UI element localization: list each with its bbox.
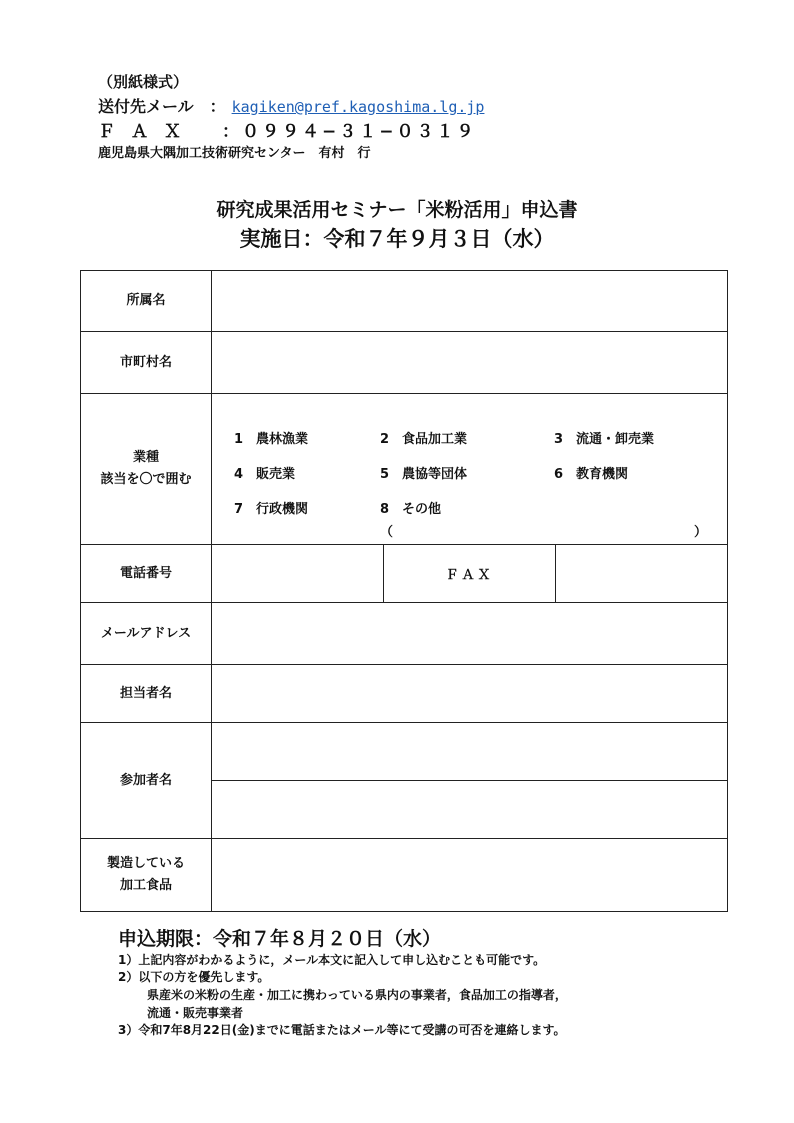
industry-option[interactable]: 2 食品加工業 xyxy=(380,432,468,447)
contact-label: 担当者名 xyxy=(81,665,212,723)
products-label-line1: 製造している xyxy=(106,856,185,871)
products-label xyxy=(81,839,212,912)
industry-label-line2: 該当を〇で囲む xyxy=(100,472,192,487)
other-paren-open: （ xyxy=(380,525,394,540)
note-2-detail: 県産米の米粉の生産・加工に携わっている県内の事業者，食品加工の指導者， xyxy=(147,988,567,1002)
municipality-label: 市町村名 xyxy=(81,332,212,394)
note-1: 1）上記内容がわかるように，メール本文に記入して申し込むことも可能です。 xyxy=(118,953,546,967)
industry-option[interactable]: 4 販売業 xyxy=(234,467,296,482)
products-field[interactable] xyxy=(212,839,728,912)
phone-label: 電話番号 xyxy=(81,545,212,603)
products-label-line2: 加工食品 xyxy=(119,878,172,893)
email-field[interactable] xyxy=(212,603,728,665)
attachment-label: （別紙様式） xyxy=(98,73,189,91)
email-link[interactable]: kagiken@pref.kagoshima.lg.jp xyxy=(231,98,485,116)
email-label: 送付先メール ： xyxy=(98,97,226,116)
industry-option[interactable]: 6 教育機関 xyxy=(554,467,629,482)
industry-option[interactable]: 1 農林漁業 xyxy=(234,432,309,447)
fax-field-label: ＦＡＸ xyxy=(384,545,556,603)
organization: 鹿児島県大隅加工技術研究センター 有村 行 xyxy=(98,146,371,161)
participants-label: 参加者名 xyxy=(81,723,212,839)
municipality-field[interactable] xyxy=(212,332,728,394)
note-2: 2）以下の方を優先します。 xyxy=(118,970,270,984)
industry-option[interactable]: 7 行政機関 xyxy=(234,502,309,517)
email-line xyxy=(98,94,484,117)
page-title: 研究成果活用セミナー「米粉活用」申込書 xyxy=(216,199,578,221)
fax-label: ＦＡＸ xyxy=(98,122,197,142)
industry-label xyxy=(81,394,212,545)
email-field-label: メールアドレス xyxy=(81,603,212,665)
industry-field xyxy=(212,394,728,545)
participant-field-2[interactable] xyxy=(212,781,728,839)
industry-option[interactable]: 8 その他 xyxy=(380,502,442,517)
deadline: 申込期限：令和７年８月２０日（水） xyxy=(118,928,442,950)
contact-field[interactable] xyxy=(212,665,728,723)
industry-option[interactable]: 3 流通・卸売業 xyxy=(554,432,655,447)
phone-field[interactable] xyxy=(212,545,384,603)
affiliation-label: 所属名 xyxy=(81,271,212,332)
industry-option[interactable]: 5 農協等団体 xyxy=(380,467,468,482)
application-form xyxy=(80,270,728,912)
affiliation-field[interactable] xyxy=(212,271,728,332)
note-3: 3）令和7年8月22日(金)までに電話またはメール等にて受講の可否を連絡します。 xyxy=(118,1023,566,1037)
event-date: 実施日：令和７年９月３日（水） xyxy=(239,227,555,251)
fax-field[interactable] xyxy=(556,545,728,603)
note-2-detail-cont: 流通・販売事業者 xyxy=(147,1006,244,1020)
participant-field-1[interactable] xyxy=(212,723,728,781)
other-paren-close: ） xyxy=(694,525,708,540)
fax-number: ：０９９４−３１−０３１９ xyxy=(222,122,477,142)
industry-label-line1: 業種 xyxy=(132,450,159,465)
fax-line xyxy=(98,117,477,142)
